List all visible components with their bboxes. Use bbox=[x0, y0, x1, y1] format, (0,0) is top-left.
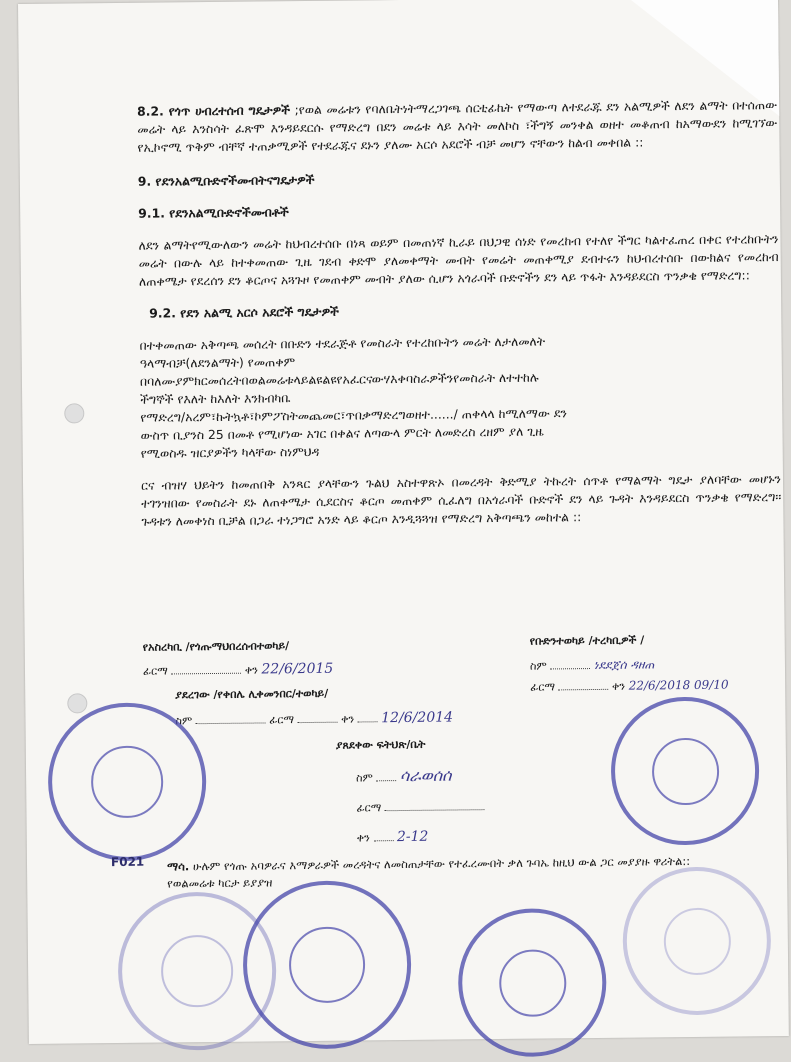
date-label: ቀን bbox=[244, 663, 259, 677]
note-text: ሁሉም የጎጡ አባዎራና እማዎራዎች መረዳትና ለመስጠታቸው የተፈረሙበት ቃለ ጉባኤ ከዚህ ውል ጋር መያያዙ ዋሪትል:: የወልመሬቱ ካርታ ይያያዝ bbox=[167, 854, 691, 891]
stamp-code: F021 bbox=[110, 854, 145, 870]
handwritten-name: ነደደጀሰ ዳዘጠ bbox=[593, 657, 655, 673]
handwritten-date: 2-12 bbox=[396, 828, 429, 846]
official-stamp bbox=[458, 908, 608, 1058]
signature-line bbox=[385, 799, 485, 811]
section-8-2 bbox=[137, 96, 778, 157]
section-9-1-title: 9.1. የደንአልሚቡድኖችመብቶች bbox=[138, 204, 289, 221]
official-stamp bbox=[47, 702, 207, 862]
section-9-2-line: የሚወስዱ ዝርያዎችን ካላቸው ስነምህዳ bbox=[140, 443, 320, 461]
section-9-title: 9. የደንአልሚቡድኖችመብትናግዴታዎች bbox=[137, 171, 315, 189]
handwritten-date: 12/6/2014 bbox=[381, 709, 454, 727]
section-8-2-title: 8.2. የጎጥ ሀብረተሰብ ግዴታዎች bbox=[137, 102, 291, 119]
document-page bbox=[18, 0, 789, 1044]
date-label: ቀን bbox=[356, 831, 370, 845]
section-9-2-body bbox=[139, 330, 780, 463]
name-line bbox=[550, 658, 590, 669]
sign-label: ፊርማ bbox=[530, 680, 556, 694]
section-9-2-paragraph: ርና ብዝሃ ህይትን ከመጠበቅ አንጻር ያላቸውን ጉልህ አስተዋጽኦ በመረዳት ቅድሚያ ትኩረት ሰጥቶ የማልማት ግዴታ ያለባቸው መሆኑን ተገንዝበው የመስራት ደኑ ለጠቀሜታ ሲደርስና ቆርጦ መጠቀም ሲፈለግ በአጎራባች ቡድኖች ደን ላይ ጉዳት እንዳይደርስ ጥንቃቄ የማድረግ፡፡ ጉዳቱን ለመቀነስ ቢቻል በጋራ ተነጋግሮ አንድ ላይ ቆርጦ እንዲጓጓዝ የማድረግ አቅጣጫን መከተል :: bbox=[140, 471, 782, 529]
sign-label: ፊርማ bbox=[269, 713, 295, 727]
receiver-title: የቡድንተወካይ /ተረካቢዎች / bbox=[529, 633, 645, 648]
name-label: ስም bbox=[175, 714, 193, 728]
handover-signature-block bbox=[143, 639, 334, 679]
section-9-2-line: በባለሙያምክርመሰረትበወልመሬቱላይልዩልዩየአፈርናውሃእቀባስራዎችንየመስራት ለተተከሉ bbox=[139, 369, 539, 389]
date-line bbox=[358, 711, 378, 722]
official-stamp bbox=[610, 696, 760, 846]
name-label: ስም bbox=[356, 771, 373, 785]
section-9-2-line: የማድረግ/አረም፣ኩትኳቶ፣ኮምፖስትመጨመር፣ጥበቃማድረግወዘተ....../ ጠቀላላ ከሚለማው ደን bbox=[140, 405, 568, 425]
section-9-2-line: ችግኞች የእለት ከእለት እንክብካቤ bbox=[140, 390, 291, 407]
note-block bbox=[167, 853, 727, 893]
name-label: ስም bbox=[529, 659, 547, 673]
section-9-2-line: ዓላማብቻ(ለደንልማት) የመጠቀም bbox=[139, 354, 296, 371]
section-8-2-body: ;የወል መሬቱን የባለቤትነትማረጋገጫ ሰርቲፊኬት የማውጣ ለተደራጁ ደን አልሚዎች ለደን ልማት በተሰጠው መሬት ላይ እንስሳት ፈጽሞ እንዳይደርሱ የማድረግ በደን መሬቱ ላይ እሳት መለኮስ ፣ችግኝ መንቀል ወዘተ መቆጠብ ከአማውደን ከሚገኘው የኢኮኖሚ ጥቅም ብቸኛ ተጠቃሚዎች የተደራጁና ደኑን ያለሙ አርሶ አደሮች ብቻ መሆን ኖቸውን ከልብ መቀበል :: bbox=[137, 97, 778, 155]
punch-hole bbox=[64, 403, 84, 423]
punch-hole bbox=[67, 693, 87, 713]
kebele-title: ያደረገው /የቀበሌ ሊቀመንበር/ተወካይ/ bbox=[175, 686, 329, 702]
note-label: ማሳ. bbox=[166, 859, 190, 874]
handwritten-date: 22/6/2015 bbox=[261, 660, 334, 678]
handwritten-name: ሳራወሰሰ bbox=[399, 765, 452, 786]
section-9-2-line: በተቀመጠው አቅጣጫ መሰረት በቡድን ተደራጅቶ የመስራት የተረከቡትን መሬት ለታለመለት bbox=[139, 333, 546, 353]
official-stamp bbox=[242, 880, 412, 1050]
handover-title: የአስረካቢ /የጎጡማህበረሰብተወካይ/ bbox=[142, 639, 290, 654]
signature-line bbox=[297, 712, 337, 723]
document-body bbox=[137, 96, 782, 541]
date-label: ቀን bbox=[341, 712, 355, 726]
section-9-1-body: ለደን ልማትየሚውለውን መሬት ከህብረተሰቡ በነጻ ወይም በመጠነኛ ኪራይ በህጋዊ ሰነድ የመረከብ የተለየ ችግር ካልተፈጠረ በቀር የተረከቡትን መሬት በውሉ ላይ ከተቀመጠው ጊዜ ገደብ ቀድሞ ያለመቀማት መብት የመሬት መጠቀሚያ ደብተሩን ከህብረተሰቡ በውክልና የመረከብ ለጠቀሜታ የደረሰን ደን ቆርጦና አጓጉዞ የመጠቀም መብት ያለው ሲሆን አጎራባች ቡድኖችን ደን ላይ ጥፋት እንዳይደርስ ጥንቃቄ የማድረግ:: bbox=[138, 231, 779, 289]
section-9-2-title: 9.2. የደን አልሚ አርሶ አደሮች ግዴታዎች bbox=[149, 303, 339, 321]
receiver-signature-block bbox=[530, 633, 729, 695]
sign-label: ፊርማ bbox=[356, 801, 382, 815]
handwritten-date: 22/6/2018 09/10 bbox=[628, 677, 729, 693]
sign-label: ፊርማ bbox=[142, 664, 168, 678]
name-line bbox=[376, 770, 396, 781]
date-label: ቀን bbox=[611, 679, 626, 693]
official-stamp bbox=[622, 866, 772, 1016]
section-9-2-line: ውስጥ ቢያንስ 25 በመቶ የሚሆነው አገር በቀልና ለጣውላ ምርት ለመድረስ ረዘም ያለ ጊዜ bbox=[140, 423, 544, 443]
signature-line bbox=[171, 663, 241, 675]
signature-line bbox=[558, 679, 608, 691]
kebele-signature-block bbox=[175, 685, 453, 728]
approver-signature-block bbox=[336, 737, 485, 846]
approver-title: ያጸደቀው ፍትህጽ/ቤት bbox=[335, 737, 426, 752]
date-line bbox=[373, 830, 393, 841]
name-line bbox=[196, 712, 266, 724]
